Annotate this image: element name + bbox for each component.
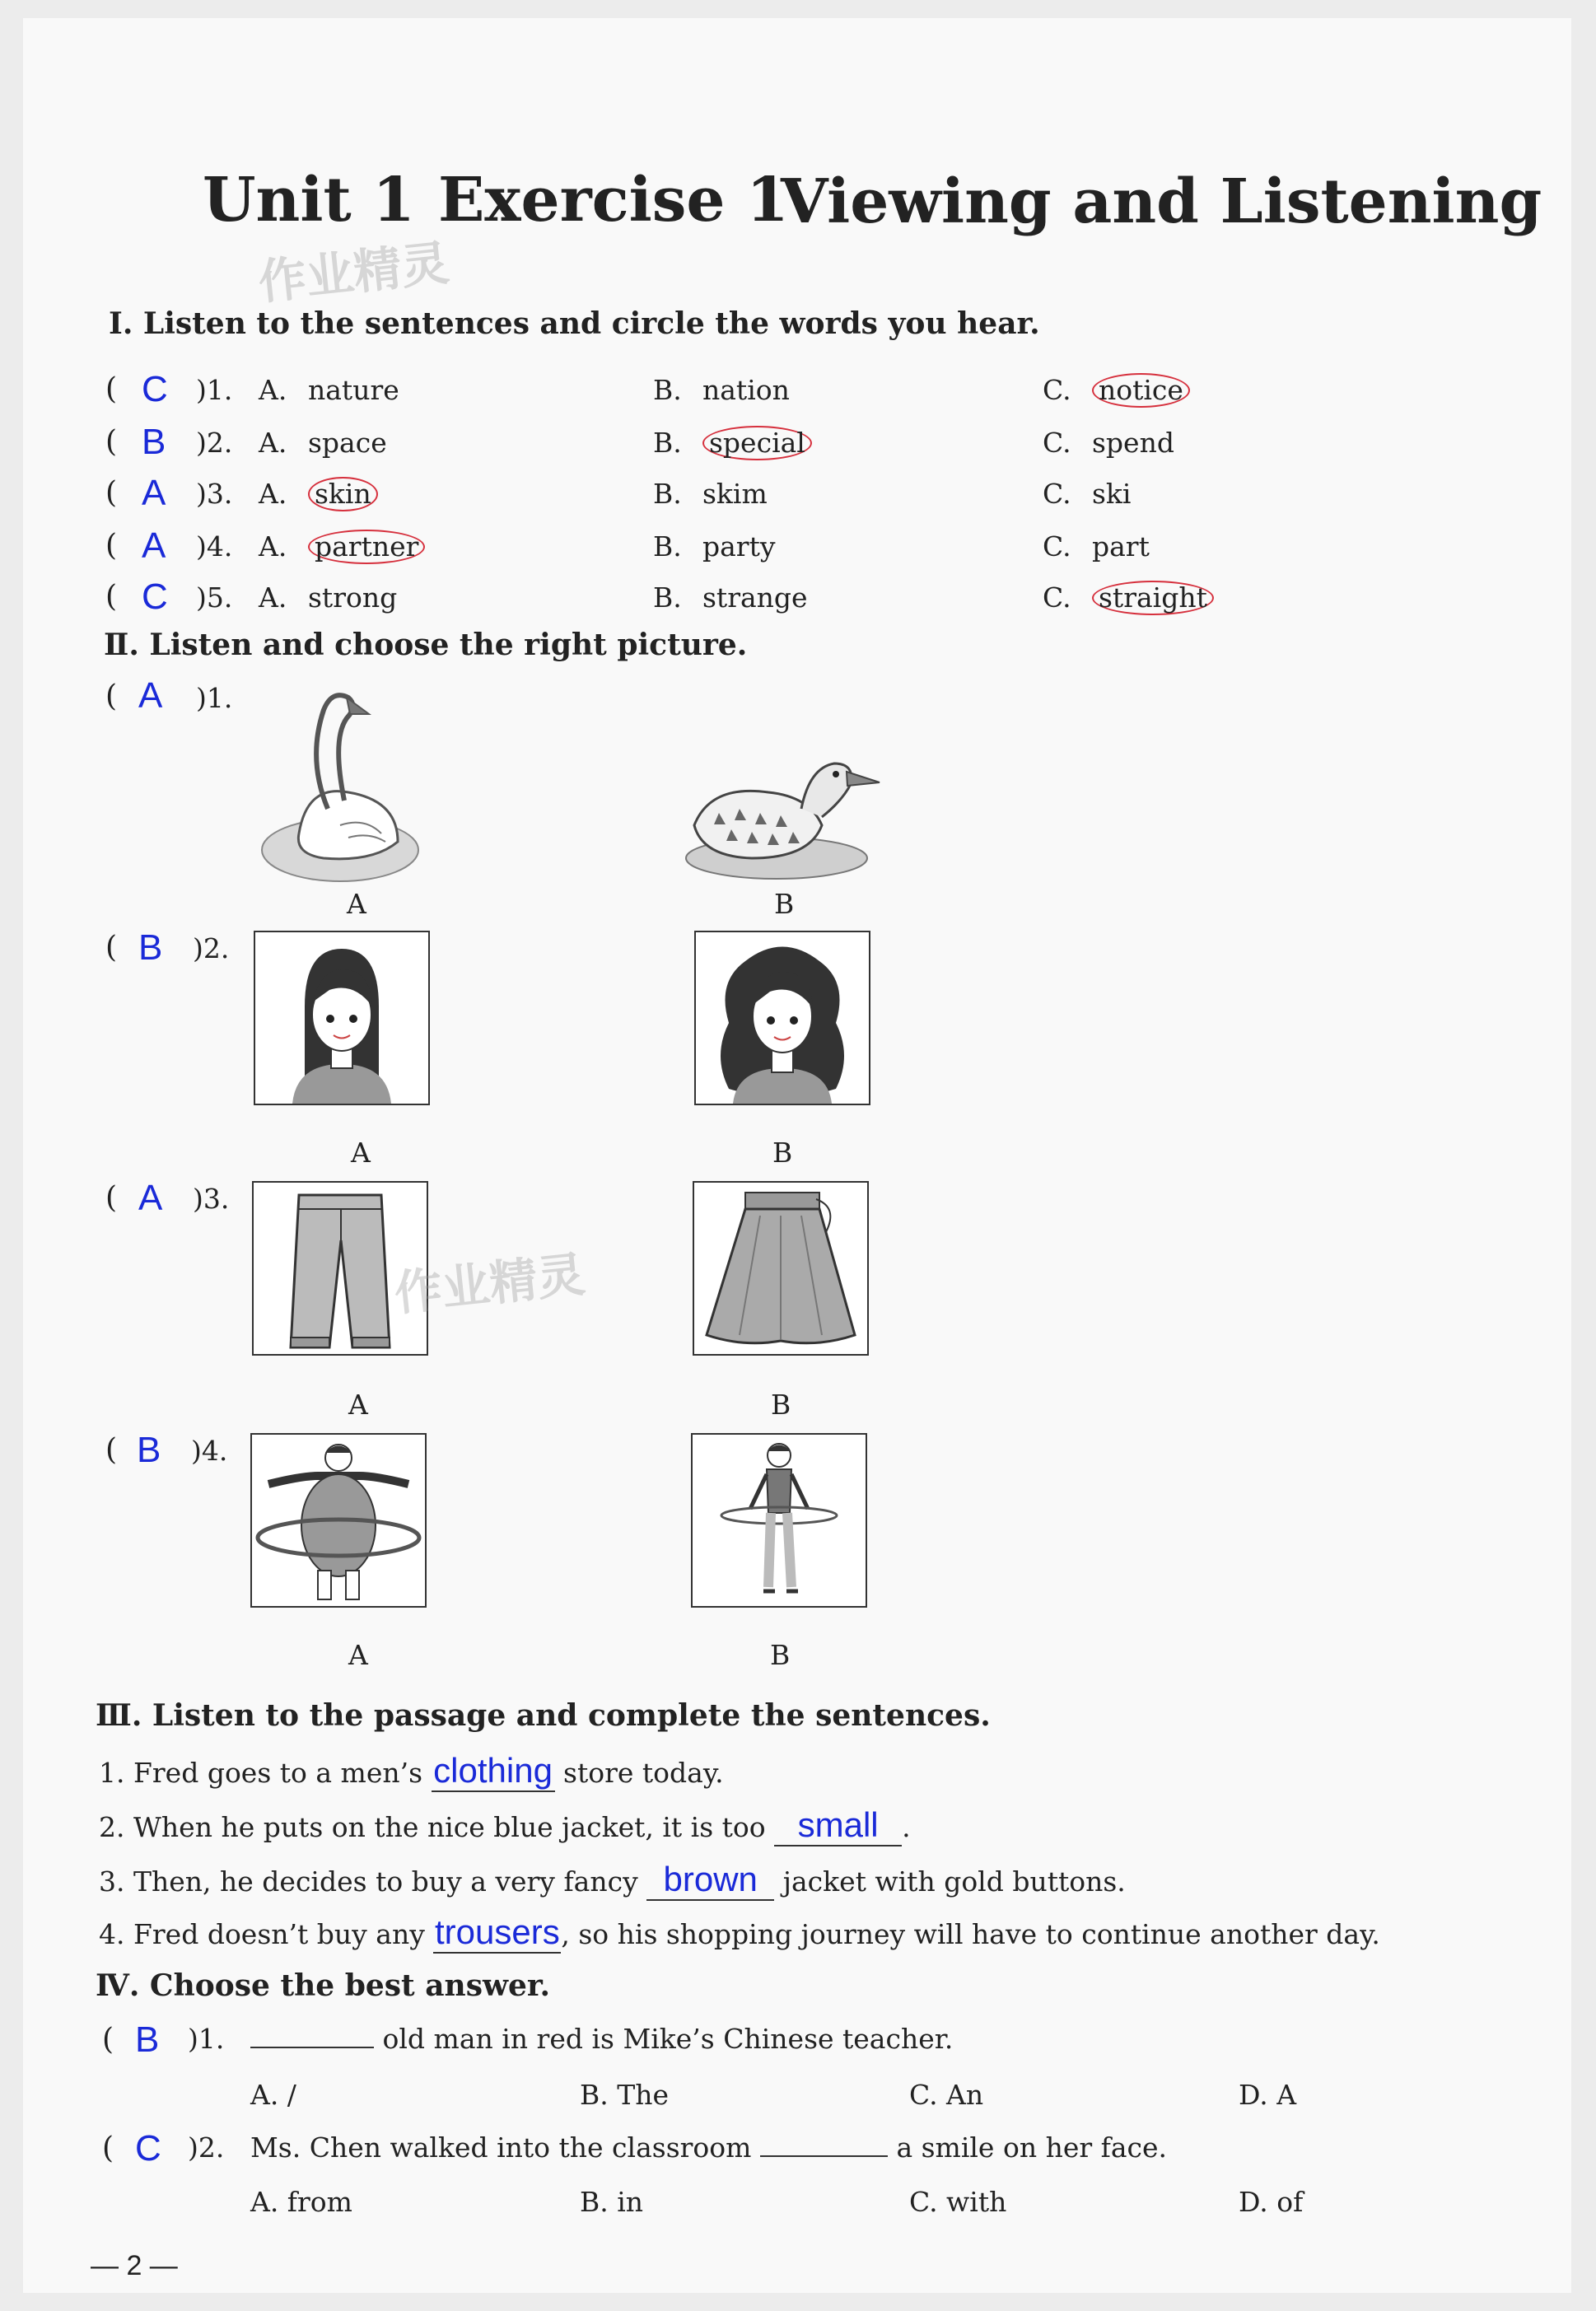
s3-num: 2. (99, 1811, 125, 1843)
s4-q2-answer: C (135, 2128, 161, 2169)
s2-q1-answer: A (138, 675, 163, 716)
s2-q2-paren: ( (105, 931, 118, 964)
option-word: special (702, 426, 812, 460)
s1-q1-number: )1. (196, 374, 233, 406)
worksheet-page (23, 18, 1571, 2293)
s4-q2-before: Ms. Chen walked into the classroom (250, 2131, 752, 2164)
s1-q3-option-c-letter: C. (1043, 478, 1071, 510)
s3-answer: small (797, 1805, 879, 1844)
s3-blank-4[interactable] (433, 1912, 561, 1954)
s4-q2-option-a[interactable]: A. from (250, 2186, 352, 2218)
watermark-2: 作业精灵 (391, 1246, 588, 1322)
s1-q2-number: )2. (196, 427, 233, 459)
s1-q5-option-c-letter: C. (1043, 581, 1071, 614)
s1-q3-option-c-word[interactable] (1092, 478, 1132, 510)
s1-q5-number: )5. (196, 581, 233, 614)
s1-q1-option-c-word[interactable] (1092, 374, 1190, 408)
s1-q5-option-b-word[interactable] (702, 581, 808, 614)
option-word: part (1092, 530, 1150, 563)
s1-q1-paren: ( (105, 372, 118, 406)
skirt-picture (693, 1181, 869, 1356)
s2-q4-paren: ( (105, 1433, 118, 1467)
s1-q2-option-c-word[interactable] (1092, 427, 1174, 459)
option-word: spend (1092, 427, 1174, 459)
s1-q3-option-a-letter: A. (259, 478, 287, 510)
thin-girl-hula-hoop-picture (691, 1433, 867, 1608)
s1-q1-option-c-letter: C. (1043, 374, 1071, 406)
s4-q2-option-b[interactable]: B. in (580, 2186, 644, 2218)
s1-q1-option-a-word[interactable] (308, 374, 399, 406)
section4-heading: Ⅳ. Choose the best answer. (96, 1968, 551, 2003)
s1-q2-option-c-letter: C. (1043, 427, 1071, 459)
s2-q3-label-b: B (771, 1389, 791, 1421)
section3-heading: Ⅲ. Listen to the passage and complete the sentences. (96, 1698, 991, 1733)
swan-picture (250, 677, 439, 891)
s3-num: 4. (99, 1918, 125, 1950)
s1-q1-answer: C (142, 369, 168, 409)
s3-answer: brown (663, 1860, 758, 1898)
girl-curly-hair-picture (694, 931, 870, 1105)
s2-q1-label-a: A (347, 888, 366, 920)
s3-blank-1[interactable] (432, 1751, 555, 1792)
s1-q5-option-a-letter: A. (259, 581, 287, 614)
page-number: — 2 — (91, 2250, 178, 2281)
s1-q4-option-c-word[interactable] (1092, 530, 1150, 563)
s1-q1-option-b-word[interactable] (702, 374, 790, 406)
s4-q2-option-c[interactable]: C. with (909, 2186, 1007, 2218)
s2-q3-label-a: A (348, 1389, 368, 1421)
s4-q2-number: )2. (188, 2131, 225, 2164)
s1-q4-answer: A (142, 525, 166, 566)
s1-q5-answer: C (142, 577, 168, 617)
heavy-woman-hula-hoop-picture (250, 1433, 427, 1608)
s3-blank-3[interactable] (646, 1860, 774, 1901)
watermark: 作业精灵 (255, 235, 452, 310)
s2-q3-number: )3. (193, 1183, 230, 1215)
s4-q1-answer: B (135, 2019, 160, 2060)
s4-q1-number: )1. (188, 2023, 225, 2055)
s2-q4-number: )4. (191, 1435, 228, 1467)
s1-q5-option-c-word[interactable] (1092, 581, 1214, 615)
option-word: skin (308, 477, 378, 511)
section1-heading: Ⅰ. Listen to the sentences and circle the words you hear. (109, 306, 1040, 341)
option-word: nation (702, 374, 790, 406)
s3-blank-2[interactable] (774, 1805, 902, 1846)
s2-q1-paren: ( (105, 679, 118, 713)
s2-q2-answer: B (138, 927, 163, 968)
s1-q2-option-b-letter: B. (653, 427, 682, 459)
s3-after: jacket with gold buttons. (782, 1865, 1126, 1898)
s4-q1-option-d[interactable]: D. A (1239, 2079, 1297, 2111)
s1-q2-option-b-word[interactable] (702, 427, 812, 460)
s3-num: 3. (99, 1865, 125, 1898)
option-word: ski (1092, 478, 1132, 510)
duck-picture (678, 735, 884, 883)
s1-q3-option-b-word[interactable] (702, 478, 768, 510)
title-unit: Unit 1 (203, 165, 415, 236)
s4-q2-paren: ( (102, 2131, 114, 2165)
s1-q4-paren: ( (105, 529, 118, 563)
s1-q2-option-a-word[interactable] (308, 427, 387, 459)
s3-num: 1. (99, 1757, 125, 1789)
s1-q4-option-c-letter: C. (1043, 530, 1071, 563)
title-exercise: Exercise 1 (438, 165, 789, 236)
s3-sentence-4 (99, 1912, 1380, 1954)
title-topic: Viewing and Listening (781, 166, 1542, 237)
s1-q1-option-a-letter: A. (259, 374, 287, 406)
s2-q3-answer: A (138, 1178, 163, 1218)
s2-q4-label-a: A (348, 1639, 368, 1671)
s3-after: store today. (563, 1757, 724, 1789)
s3-answer: trousers (435, 1912, 560, 1951)
s1-q3-option-b-letter: B. (653, 478, 682, 510)
s1-q4-option-a-letter: A. (259, 530, 287, 563)
s3-after: . (902, 1811, 911, 1843)
s3-before: Fred doesn’t buy any (133, 1918, 425, 1950)
s4-q2-after: a smile on her face. (896, 2131, 1168, 2164)
s2-q2-label-b: B (772, 1137, 793, 1169)
s3-sentence-3 (99, 1860, 1126, 1901)
option-word: party (702, 530, 776, 563)
s1-q4-option-a-word[interactable] (308, 530, 425, 564)
s1-q5-paren: ( (105, 580, 118, 614)
s2-q4-answer: B (137, 1430, 161, 1470)
s1-q4-option-b-letter: B. (653, 530, 682, 563)
option-word: partner (308, 530, 425, 564)
s1-q5-option-b-letter: B. (653, 581, 682, 614)
s4-q1-blank[interactable] (250, 2047, 374, 2048)
section2-heading: Ⅱ. Listen and choose the right picture. (104, 628, 748, 662)
s3-after: , so his shopping journey will have to continue another day. (561, 1918, 1380, 1950)
s1-q3-answer: A (142, 473, 166, 513)
option-word: skim (702, 478, 768, 510)
s2-q4-label-b: B (770, 1639, 791, 1671)
option-word: notice (1092, 373, 1190, 408)
option-word: straight (1092, 581, 1214, 615)
s1-q4-number: )4. (196, 530, 233, 563)
s4-q2-blank[interactable] (760, 2155, 888, 2157)
s2-q3-paren: ( (105, 1181, 118, 1215)
s1-q1-option-b-letter: B. (653, 374, 682, 406)
s4-q1-after: old man in red is Mike’s Chinese teacher. (382, 2023, 954, 2055)
s4-q2-option-d[interactable]: D. of (1239, 2186, 1304, 2218)
s1-q3-number: )3. (196, 478, 233, 510)
s3-before: Fred goes to a men’s (133, 1757, 423, 1789)
s3-sentence-2 (99, 1805, 911, 1846)
option-word: nature (308, 374, 399, 406)
s1-q2-answer: B (142, 422, 166, 462)
s2-q1-label-b: B (774, 888, 795, 920)
s1-q2-option-a-letter: A. (259, 427, 287, 459)
option-word: strange (702, 581, 808, 614)
s4-q1-option-c[interactable]: C. An (909, 2079, 984, 2111)
s2-q1-number: )1. (196, 682, 233, 714)
s1-q3-paren: ( (105, 476, 118, 510)
option-word: space (308, 427, 387, 459)
s1-q4-option-b-word[interactable] (702, 530, 775, 563)
s4-q1-paren: ( (102, 2023, 114, 2057)
s4-q1-stem (250, 2023, 953, 2055)
s4-q2-stem (250, 2131, 1167, 2164)
s2-q2-label-a: A (351, 1137, 371, 1169)
s3-before: Then, he decides to buy a very fancy (133, 1865, 638, 1898)
s3-before: When he puts on the nice blue jacket, it is too (133, 1811, 766, 1843)
girl-straight-hair-picture (254, 931, 430, 1105)
option-word: strong (308, 581, 398, 614)
s3-answer: clothing (433, 1751, 553, 1790)
s1-q2-paren: ( (105, 425, 118, 459)
s1-q3-option-a-word[interactable] (308, 478, 378, 511)
s4-q1-option-b[interactable]: B. The (580, 2079, 670, 2111)
s4-q1-option-a[interactable]: A. / (250, 2079, 296, 2111)
s2-q2-number: )2. (193, 932, 230, 964)
s3-sentence-1 (99, 1751, 724, 1792)
s1-q5-option-a-word[interactable] (308, 581, 397, 614)
